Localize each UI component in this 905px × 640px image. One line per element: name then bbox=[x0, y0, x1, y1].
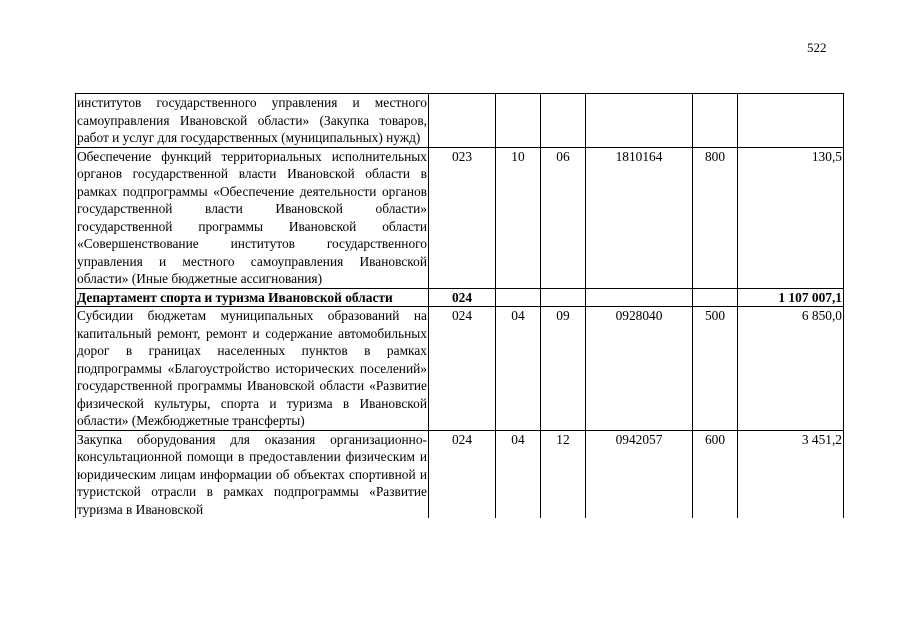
section-code bbox=[496, 288, 541, 307]
table-row bbox=[76, 430, 844, 518]
type-code: 600 bbox=[693, 430, 738, 518]
target-code: 1810164 bbox=[586, 147, 693, 288]
section-code: 04 bbox=[496, 430, 541, 518]
admin-code: 024 bbox=[429, 307, 496, 431]
target-code bbox=[586, 94, 693, 148]
admin-code bbox=[429, 94, 496, 148]
table-row bbox=[76, 94, 844, 148]
section-code: 04 bbox=[496, 307, 541, 431]
target-code: 0928040 bbox=[586, 307, 693, 431]
amount: 3 451,2 bbox=[738, 430, 844, 518]
subsection-code: 12 bbox=[541, 430, 586, 518]
table-row bbox=[76, 147, 844, 288]
table-row bbox=[76, 307, 844, 431]
type-code: 500 bbox=[693, 307, 738, 431]
amount bbox=[738, 94, 844, 148]
row-description: Закупка оборудования для оказания организационно-консультационной помощи в предоставлении физическим и юридическим лицам информации об объектах спортивной и туристской отрасли в рамках подпрограммы «Развитие туризма в Ивановской bbox=[77, 431, 427, 517]
admin-code: 024 bbox=[429, 430, 496, 518]
row-description: Департамент спорта и туризма Ивановской области bbox=[76, 288, 429, 307]
budget-table bbox=[75, 93, 844, 518]
subsection-code: 09 bbox=[541, 307, 586, 431]
subsection-code bbox=[541, 288, 586, 307]
section-code: 10 bbox=[496, 147, 541, 288]
subsection-code: 06 bbox=[541, 147, 586, 288]
admin-code: 023 bbox=[429, 147, 496, 288]
target-code: 0942057 bbox=[586, 430, 693, 518]
page-number: 522 bbox=[807, 40, 827, 55]
row-description: Обеспечение функций территориальных исполнительных органов государственной власти Ивановской области в рамках подпрограммы «Обеспечение деятельности органов государственной власти Ивановской области» государственной программы Ивановской области «Совершенствование институтов государственного управления и местного самоуправления Ивановской области» (Иные бюджетные ассигнования) bbox=[77, 148, 427, 286]
type-code: 800 bbox=[693, 147, 738, 288]
amount: 1 107 007,1 bbox=[738, 288, 844, 307]
type-code bbox=[693, 94, 738, 148]
target-code bbox=[586, 288, 693, 307]
section-code bbox=[496, 94, 541, 148]
row-description: институтов государственного управления и местного самоуправления Ивановской области» (Закупка товаров, работ и услуг для государственных (муниципальных) нужд) bbox=[77, 95, 427, 145]
row-description: Субсидии бюджетам муниципальных образований на капитальный ремонт, ремонт и содержание автомобильных дорог в границах населенных пунктов в рамках подпрограммы «Благоустройство исторических поселений» государственной программы Ивановской области «Развитие физической культуры, спорта и туризма в Ивановской области» (Межбюджетные трансферты) bbox=[77, 308, 427, 428]
amount: 130,5 bbox=[738, 147, 844, 288]
amount: 6 850,0 bbox=[738, 307, 844, 431]
type-code bbox=[693, 288, 738, 307]
admin-code: 024 bbox=[429, 288, 496, 307]
subsection-code bbox=[541, 94, 586, 148]
table-row bbox=[76, 288, 844, 307]
